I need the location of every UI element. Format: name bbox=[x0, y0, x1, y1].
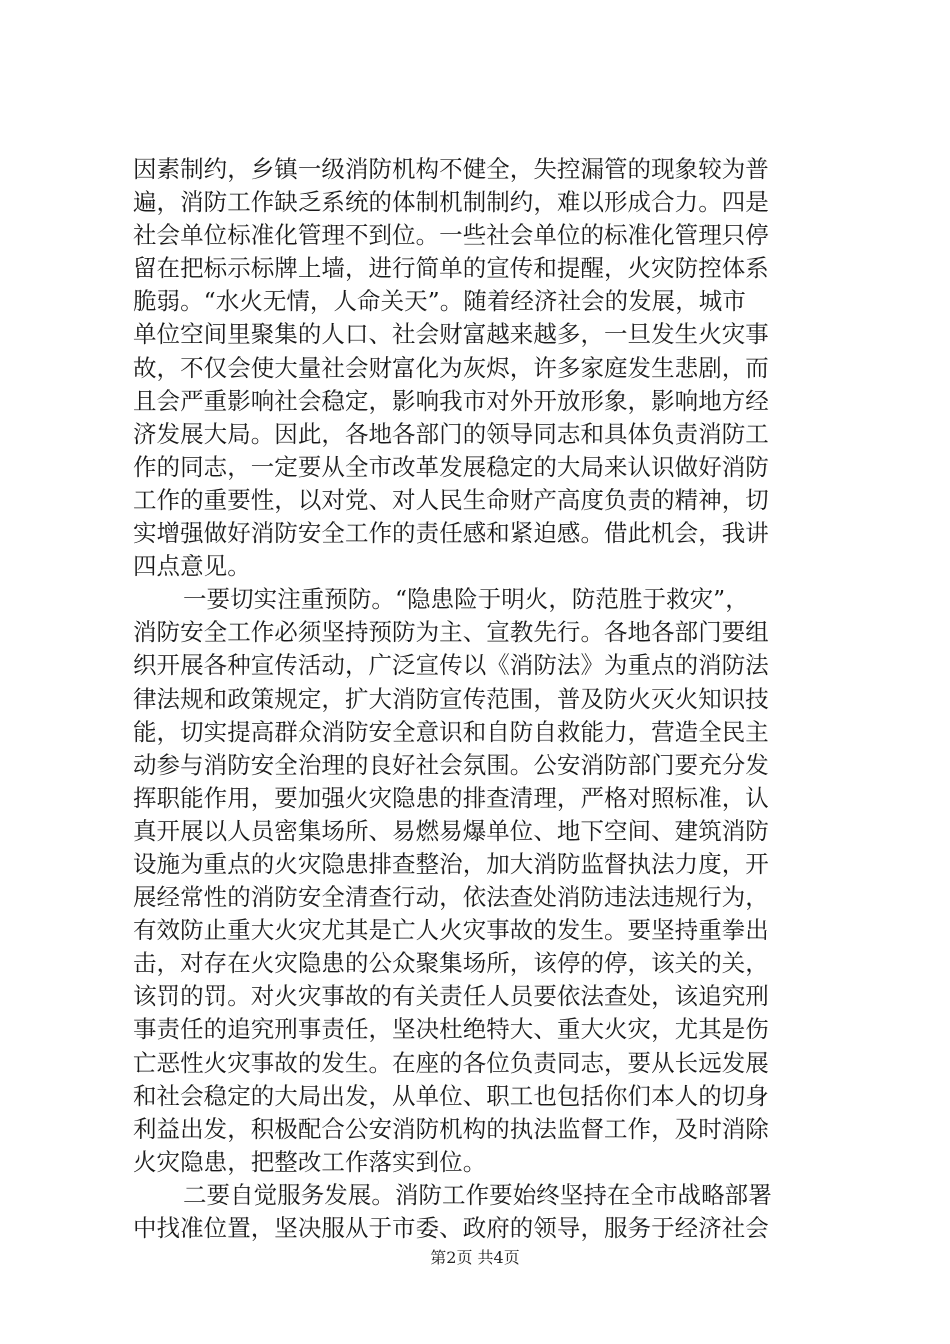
text-line: 火灾隐患，把整改工作落实到位。 bbox=[133, 1147, 487, 1176]
text-line: 真开展以人员密集场所、易燃易爆单位、地下空间、建筑消防 bbox=[133, 816, 769, 845]
text-line: 社会单位标准化管理不到位。一些社会单位的标准化管理只停 bbox=[133, 221, 769, 250]
text-line: 事责任的追究刑事责任，坚决杜绝特大、重大火灾，尤其是伤 bbox=[133, 1015, 769, 1044]
page-footer: 第2页 共4页 bbox=[430, 1248, 520, 1267]
text-line: 该罚的罚。对火灾事故的有关责任人员要依法查处，该追究刑 bbox=[133, 982, 769, 1011]
text-line: 济发展大局。因此，各地各部门的领导同志和具体负责消防工 bbox=[133, 419, 769, 448]
text-line: 单位空间里聚集的人口、社会财富越来越多，一旦发生火灾事 bbox=[133, 320, 769, 349]
text-line: 四点意见。 bbox=[133, 552, 251, 581]
text-line: 挥职能作用，要加强火灾隐患的排查清理，严格对照标准，认 bbox=[133, 783, 769, 812]
text-line: 织开展各种宣传活动，广泛宣传以《消防法》为重点的消防法 bbox=[133, 651, 769, 680]
body-text bbox=[133, 153, 843, 1245]
text-line: 和社会稳定的大局出发，从单位、职工也包括你们本人的切身 bbox=[133, 1081, 769, 1110]
text-line: 消防安全工作必须坚持预防为主、宣教先行。各地各部门要组 bbox=[133, 618, 769, 647]
text-line: 展经常性的消防安全清查行动，依法查处消防违法违规行为， bbox=[133, 883, 769, 912]
text-line: 一要切实注重预防。“隐患险于明火，防范胜于救灾”， bbox=[183, 585, 749, 614]
text-line: 因素制约，乡镇一级消防机构不健全，失控漏管的现象较为普 bbox=[133, 155, 769, 183]
text-line: 留在把标示标牌上墙，进行简单的宣传和提醒，火灾防控体系 bbox=[133, 254, 769, 283]
text-line: 作的同志，一定要从全市改革发展稳定的大局来认识做好消防 bbox=[133, 452, 769, 481]
text-line: 击，对存在火灾隐患的公众聚集场所，该停的停，该关的关， bbox=[133, 949, 769, 978]
text-line: 中找准位置，坚决服从于市委、政府的领导，服务于经济社会 bbox=[133, 1214, 769, 1242]
text-line: 工作的重要性，以对党、对人民生命财产高度负责的精神，切 bbox=[133, 485, 769, 514]
text-line: 设施为重点的火灾隐患排查整治，加大消防监督执法力度，开 bbox=[133, 849, 769, 878]
text-line: 且会严重影响社会稳定，影响我市对外开放形象，影响地方经 bbox=[133, 386, 769, 415]
text-line: 亡恶性火灾事故的发生。在座的各位负责同志，要从长远发展 bbox=[133, 1048, 769, 1077]
text-line: 能，切实提高群众消防安全意识和自防自救能力，营造全民主 bbox=[133, 717, 769, 746]
text-line: 故，不仅会使大量社会财富化为灰烬，许多家庭发生悲剧，而 bbox=[133, 353, 769, 382]
text-line: 二要自觉服务发展。消防工作要始终坚持在全市战略部署 bbox=[183, 1180, 772, 1209]
text-line: 实增强做好消防安全工作的责任感和紧迫感。借此机会，我讲 bbox=[133, 519, 769, 548]
text-line: 律法规和政策规定，扩大消防宣传范围，普及防火灭火知识技 bbox=[133, 684, 769, 713]
text-line: 动参与消防安全治理的良好社会氛围。公安消防部门要充分发 bbox=[133, 750, 769, 779]
text-line: 利益出发，积极配合公安消防机构的执法监督工作，及时消除 bbox=[133, 1114, 769, 1143]
text-line: 有效防止重大火灾尤其是亡人火灾事故的发生。要坚持重拳出 bbox=[133, 916, 769, 945]
text-line: 脆弱。“水火无情，人命关天”。随着经济社会的发展，城市 bbox=[133, 287, 746, 316]
text-line: 遍，消防工作缺乏系统的体制机制制约，难以形成合力。四是 bbox=[133, 188, 769, 217]
